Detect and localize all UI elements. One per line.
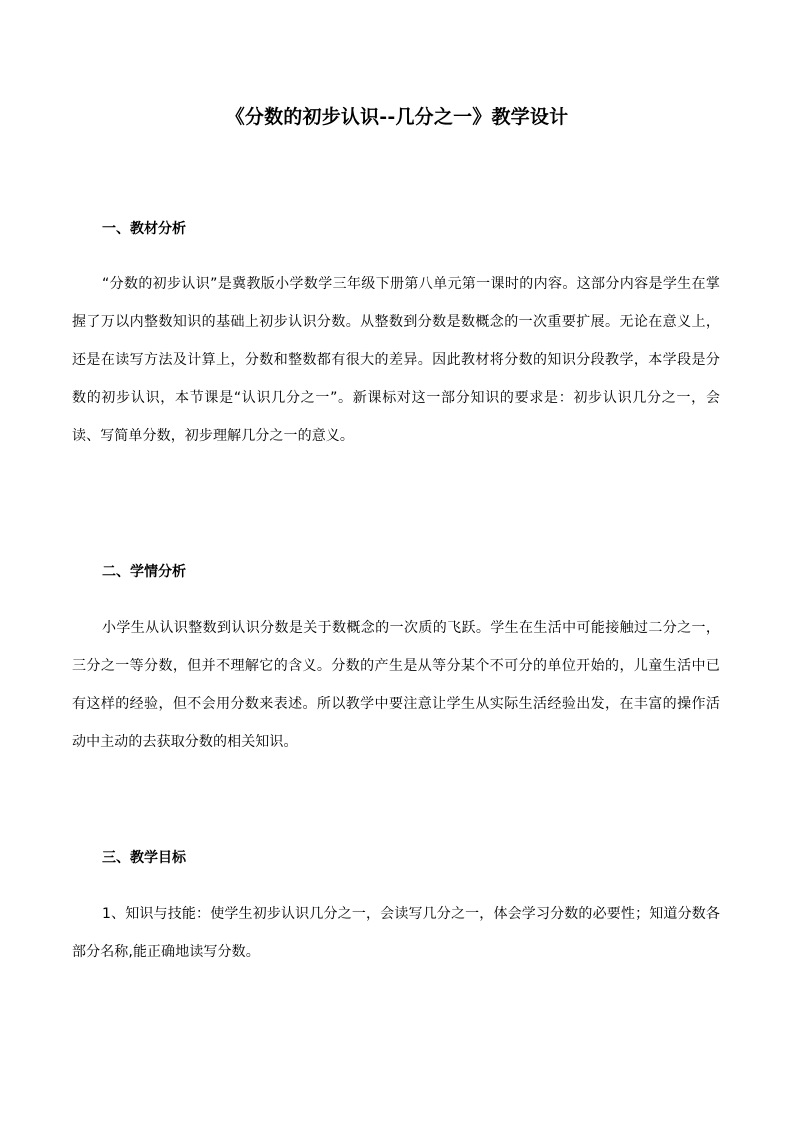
- paragraph-textbook-analysis: “分数的初步认识”是冀教版小学数学三年级下册第八单元第一课时的内容。这部分内容是学生在掌握了万以内整数知识的基础上初步认识分数。从整数到分数是数概念的一次重要扩展。无论在意义上，还是在读写方法及计算上，分数和整数都有很大的差异。因此教材将分数的知识分段教学，本学段是分数的初步认识，本节课是“认识几分之一”。新课标对这一部分知识的要求是：初步认识几分之一，会读、写简单分数，初步理解几分之一的意义。: [72, 276, 720, 444]
- section-heading-teaching-objectives: 三、教学目标: [102, 850, 186, 866]
- section-heading-student-analysis: 二、学情分析: [102, 564, 186, 580]
- paragraph-student-analysis: 小学生从认识整数到认识分数是关于数概念的一次质的飞跃。学生在生活中可能接触过二分之一，三分之一等分数，但并不理解它的含义。分数的产生是从等分某个不可分的单位开始的，儿童生活中已有这样的经验，但不会用分数来表述。所以教学中要注意让学生从实际生活经验出发，在丰富的操作活动中主动的去获取分数的相关知识。: [72, 620, 720, 750]
- document-title: 《分数的初步认识--几分之一》教学设计: [225, 106, 569, 128]
- section-heading-textbook-analysis: 一、教材分析: [102, 221, 186, 237]
- paragraph-teaching-objectives: 1、知识与技能：使学生初步认识几分之一，会读写几分之一，体会学习分数的必要性；知道分数各部分名称,能正确地读写分数。: [72, 906, 720, 960]
